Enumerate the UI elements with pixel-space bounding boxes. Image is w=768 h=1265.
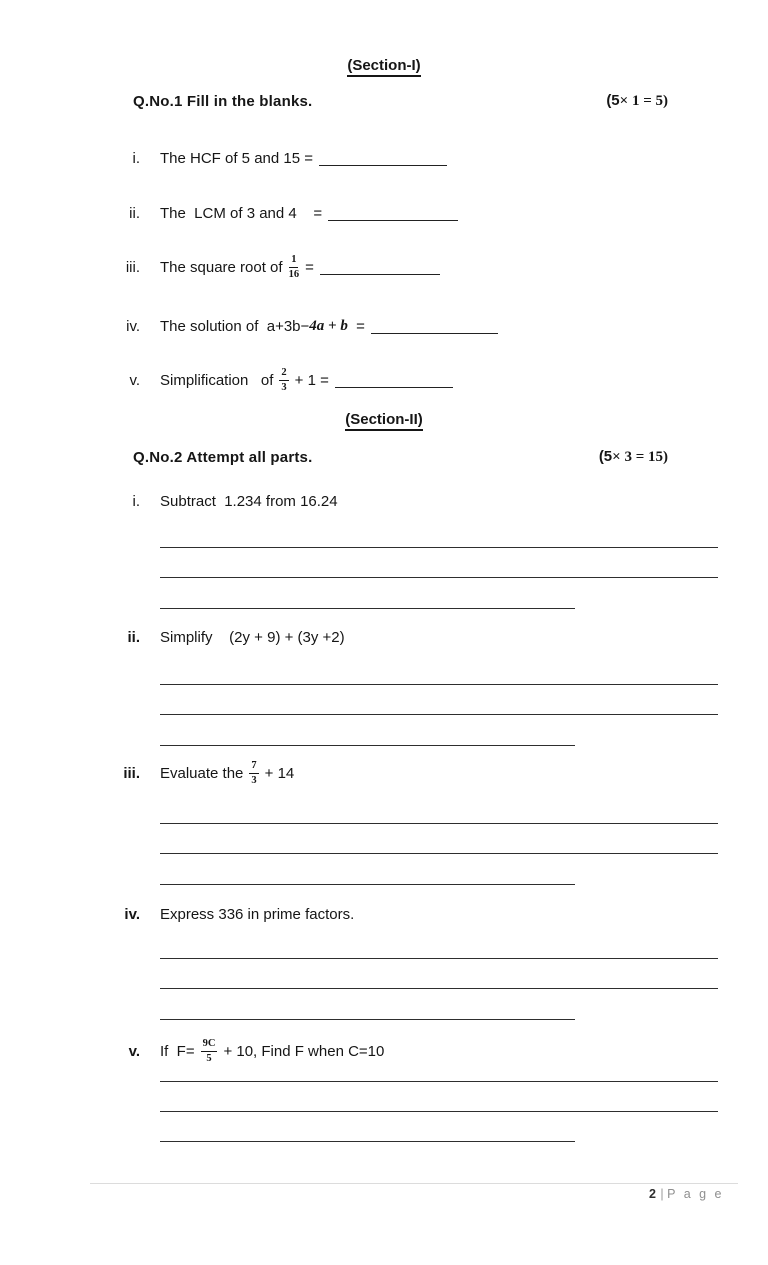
- fraction-denominator: 16: [288, 268, 300, 280]
- q1-item-i: [0, 142, 768, 174]
- section-2-heading: [0, 411, 768, 428]
- answer-line: [160, 958, 718, 959]
- answer-line: [160, 988, 718, 989]
- q2-item-iii-text: Evaluate the: [160, 764, 244, 782]
- q2-item-v-numeral: v.: [128, 1042, 140, 1060]
- q1-item-i-numeral: i.: [132, 149, 140, 167]
- fraction-numerator: 7: [249, 760, 258, 773]
- q1-item-iii-text: The square root of: [160, 258, 283, 276]
- q1-item-v-blank: [335, 372, 453, 388]
- answer-line: [160, 684, 718, 685]
- fraction-numerator: 9C: [201, 1038, 218, 1051]
- q2-item-iii-text-after: + 14: [264, 764, 295, 782]
- answer-line: [160, 853, 718, 854]
- q2-item-ii-text: Simplify (2y + 9) + (3y +2): [160, 628, 345, 646]
- question-2-marks: [599, 448, 668, 466]
- q1-item-iv-math-expression: 4a + b: [309, 317, 348, 334]
- q1-item-iii-numeral: iii.: [125, 258, 140, 276]
- q2-item-v-text: If F=: [160, 1042, 195, 1060]
- question-2-marks-rest: × 3 = 15): [612, 449, 668, 465]
- answer-line: [160, 1081, 718, 1082]
- q2-item-iv-text: Express 336 in prime factors.: [160, 905, 355, 923]
- answer-line: [160, 745, 575, 746]
- answer-line: [160, 608, 575, 609]
- q1-item-iv-text: The solution of a+3b−: [160, 317, 310, 335]
- section-1-heading: [0, 57, 768, 74]
- q1-item-iv: [0, 310, 768, 342]
- q1-item-v-numeral: v.: [129, 371, 140, 389]
- q1-item-iii-equals: =: [305, 258, 314, 276]
- fraction-1-16: [289, 254, 300, 279]
- answer-line: [160, 1111, 718, 1112]
- q1-item-iii-blank: [320, 259, 440, 275]
- fraction-numerator: 1: [289, 254, 298, 267]
- page-footer: [649, 1187, 724, 1201]
- q1-item-iv-equals: =: [347, 317, 365, 335]
- footer-separator: |: [656, 1187, 668, 1201]
- q2-item-iii: [0, 757, 768, 789]
- question-1-title: Q.No.1 Fill in the blanks.: [133, 92, 313, 110]
- q1-item-v-equals: + 1 =: [294, 371, 329, 389]
- q1-item-ii-text: The LCM of 3 and 4 =: [160, 204, 323, 222]
- answer-line: [160, 577, 718, 578]
- q2-item-iv: [0, 898, 768, 930]
- q1-item-i-blank: [319, 150, 447, 166]
- question-1-marks: [606, 92, 668, 110]
- q1-item-i-text: The HCF of 5 and 15 =: [160, 149, 314, 167]
- q1-item-iv-blank: [371, 318, 498, 334]
- question-1-marks-bold: (5: [606, 92, 620, 109]
- fraction-2-3: [279, 367, 288, 392]
- q1-item-ii-numeral: ii.: [129, 204, 140, 222]
- question-2-title: Q.No.2 Attempt all parts.: [133, 448, 313, 466]
- q2-item-iv-numeral: iv.: [124, 905, 140, 923]
- question-2-header: [133, 448, 668, 466]
- q1-item-ii: [0, 197, 768, 229]
- q2-item-iii-numeral: iii.: [123, 764, 140, 782]
- q1-item-iii: [0, 251, 768, 283]
- answer-line: [160, 1141, 575, 1142]
- q1-item-ii-blank: [328, 205, 458, 221]
- answer-line: [160, 714, 718, 715]
- fraction-9c-5: [201, 1038, 218, 1063]
- fraction-7-3: [249, 760, 258, 785]
- q2-item-i-text: Subtract 1.234 from 16.24: [160, 492, 338, 510]
- fraction-denominator: 5: [206, 1052, 212, 1064]
- fraction-denominator: 3: [281, 381, 287, 393]
- answer-line: [160, 1019, 575, 1020]
- q2-item-v: [0, 1035, 768, 1067]
- section-2-heading-text: (Section-II): [345, 411, 423, 431]
- question-2-marks-bold: (5: [598, 448, 613, 465]
- question-1-header: [133, 92, 668, 110]
- q2-item-i: [0, 485, 768, 517]
- question-1-marks-rest: × 1 = 5): [619, 93, 668, 109]
- page-number: 2: [648, 1187, 657, 1201]
- fraction-numerator: 2: [279, 367, 288, 380]
- footer-page-label: P a g e: [667, 1187, 724, 1201]
- answer-line: [160, 547, 718, 548]
- q1-item-v: [0, 364, 768, 396]
- q1-item-iv-numeral: iv.: [126, 317, 140, 335]
- section-1-heading-text: (Section-I): [347, 57, 420, 77]
- q2-item-i-numeral: i.: [132, 492, 140, 510]
- footer-divider: [90, 1183, 738, 1184]
- q2-item-v-text-after: + 10, Find F when C=10: [223, 1042, 385, 1060]
- q1-item-v-text: Simplification of: [160, 371, 274, 389]
- q2-item-ii-numeral: ii.: [127, 628, 140, 646]
- q2-item-ii: [0, 621, 768, 653]
- fraction-denominator: 3: [251, 774, 257, 786]
- answer-line: [160, 823, 718, 824]
- answer-line: [160, 884, 575, 885]
